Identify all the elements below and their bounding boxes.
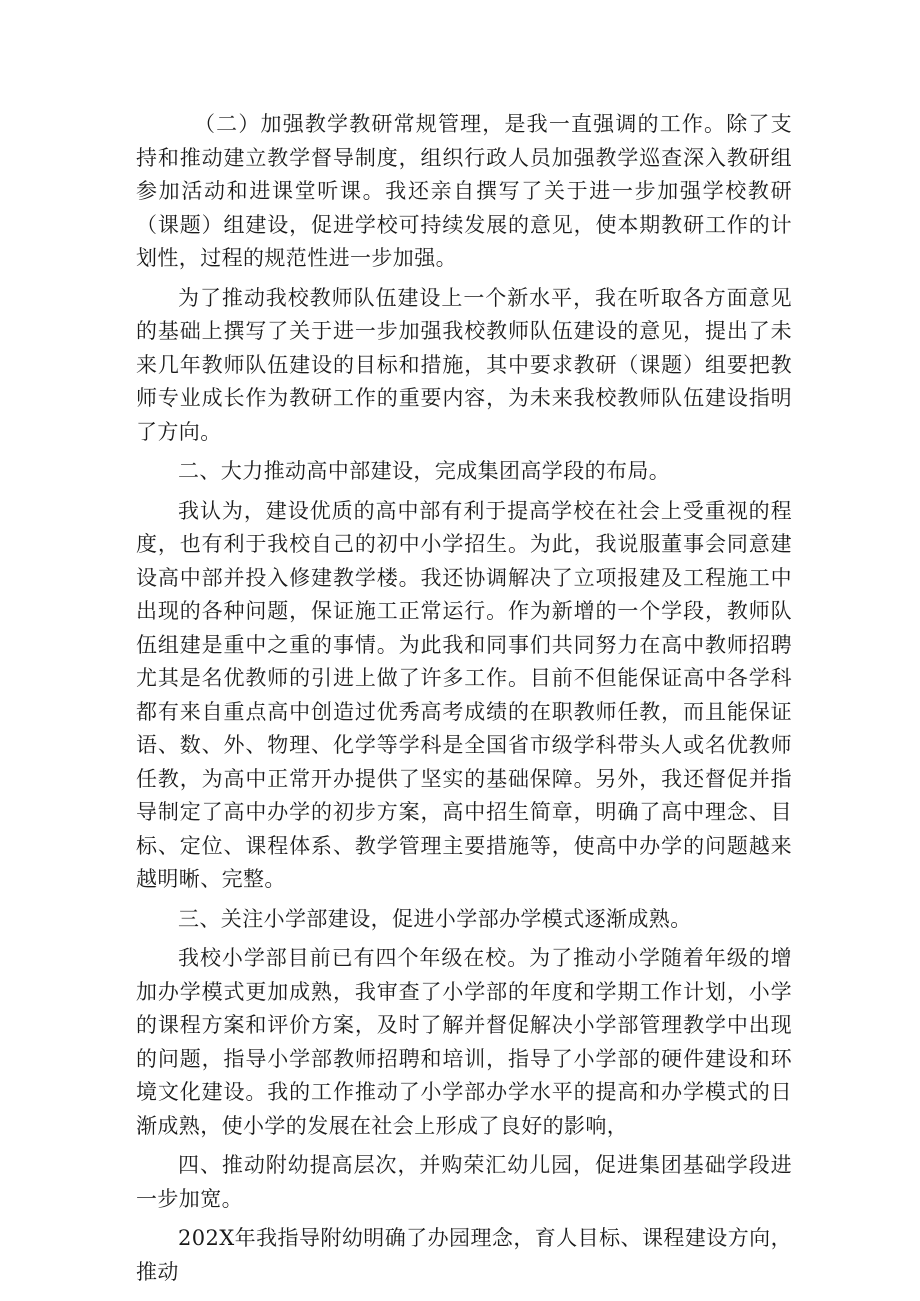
paragraph-teaching-research-management: （二）加强教学教研常规管理，是我一直强调的工作。除了支持和推动建立教学督导制度，组织行政人员加强教学巡查深入教研组参加活动和进课堂听课。我还亲自撰写了关于进一步加强学校教研（课题）组建设，促进学校可持续发展的意见，使本期教研工作的计划性，过程的规范性进一步加强。 — [136, 112, 792, 270]
paragraph-high-school-construction: 我认为，建设优质的高中部有利于提高学校在社会上受重视的程度，也有利于我校自己的初中小学招生。为此，我说服董事会同意建设高中部并投入修建教学楼。我还协调解决了立项报建及工程施工中出现的各种问题，保证施工正常运行。作为新增的一个学段，教师队伍组建是重中之重的事情。为此我和同事们共同努力在高中教师招聘尤其是名优教师的引进上做了许多工作。目前不但能保证高中各学科都有来自重点高中创造过优秀高考成绩的在职教师任教，而且能保证语、数、外、物理、化学等学科是全国省市级学科带头人或名优教师任教，为高中正常开办提供了坚实的基础保障。另外，我还督促并指导制定了高中办学的初步方案，高中招生简章，明确了高中理念、目标、定位、课程体系、教学管理主要措施等，使高中办学的问题越来越明晰、完整。 — [136, 498, 792, 891]
paragraph-teacher-team-building: 为了推动我校教师队伍建设上一个新水平，我在听取各方面意见的基础上撰写了关于进一步加强我校教师队伍建设的意见，提出了未来几年教师队伍建设的目标和措施，其中要求教研（课题）组要把教师专业成长作为教研工作的重要内容，为未来我校教师队伍建设指明了方向。 — [136, 285, 792, 444]
section-heading-primary-school: 三、关注小学部建设，促进小学部办学模式逐渐成熟。 — [178, 906, 692, 931]
section-heading-high-school: 二、大力推动高中部建设，完成集团高学段的布局。 — [178, 459, 671, 483]
document-body — [136, 108, 792, 1295]
paragraph-kindergarten: 202X年我指导附幼明确了办园理念，育人目标、课程建设方向，推动 — [136, 1226, 792, 1284]
section-heading-kindergarten: 四、推动附幼提高层次，并购荣汇幼儿园，促进集团基础学段进一步加宽。 — [136, 1153, 792, 1211]
paragraph-primary-school: 我校小学部目前已有四个年级在校。为了推动小学随着年级的增加办学模式更加成熟，我审查了小学部的年度和学期工作计划，小学的课程方案和评价方案，及时了解并督促解决小学部管理教学中出现的问题，指导小学部教师招聘和培训，指导了小学部的硬件建设和环境文化建设。我的工作推动了小学部办学水平的提高和办学模式的日渐成熟，使小学的发展在社会上形成了良好的影响， — [136, 946, 792, 1138]
